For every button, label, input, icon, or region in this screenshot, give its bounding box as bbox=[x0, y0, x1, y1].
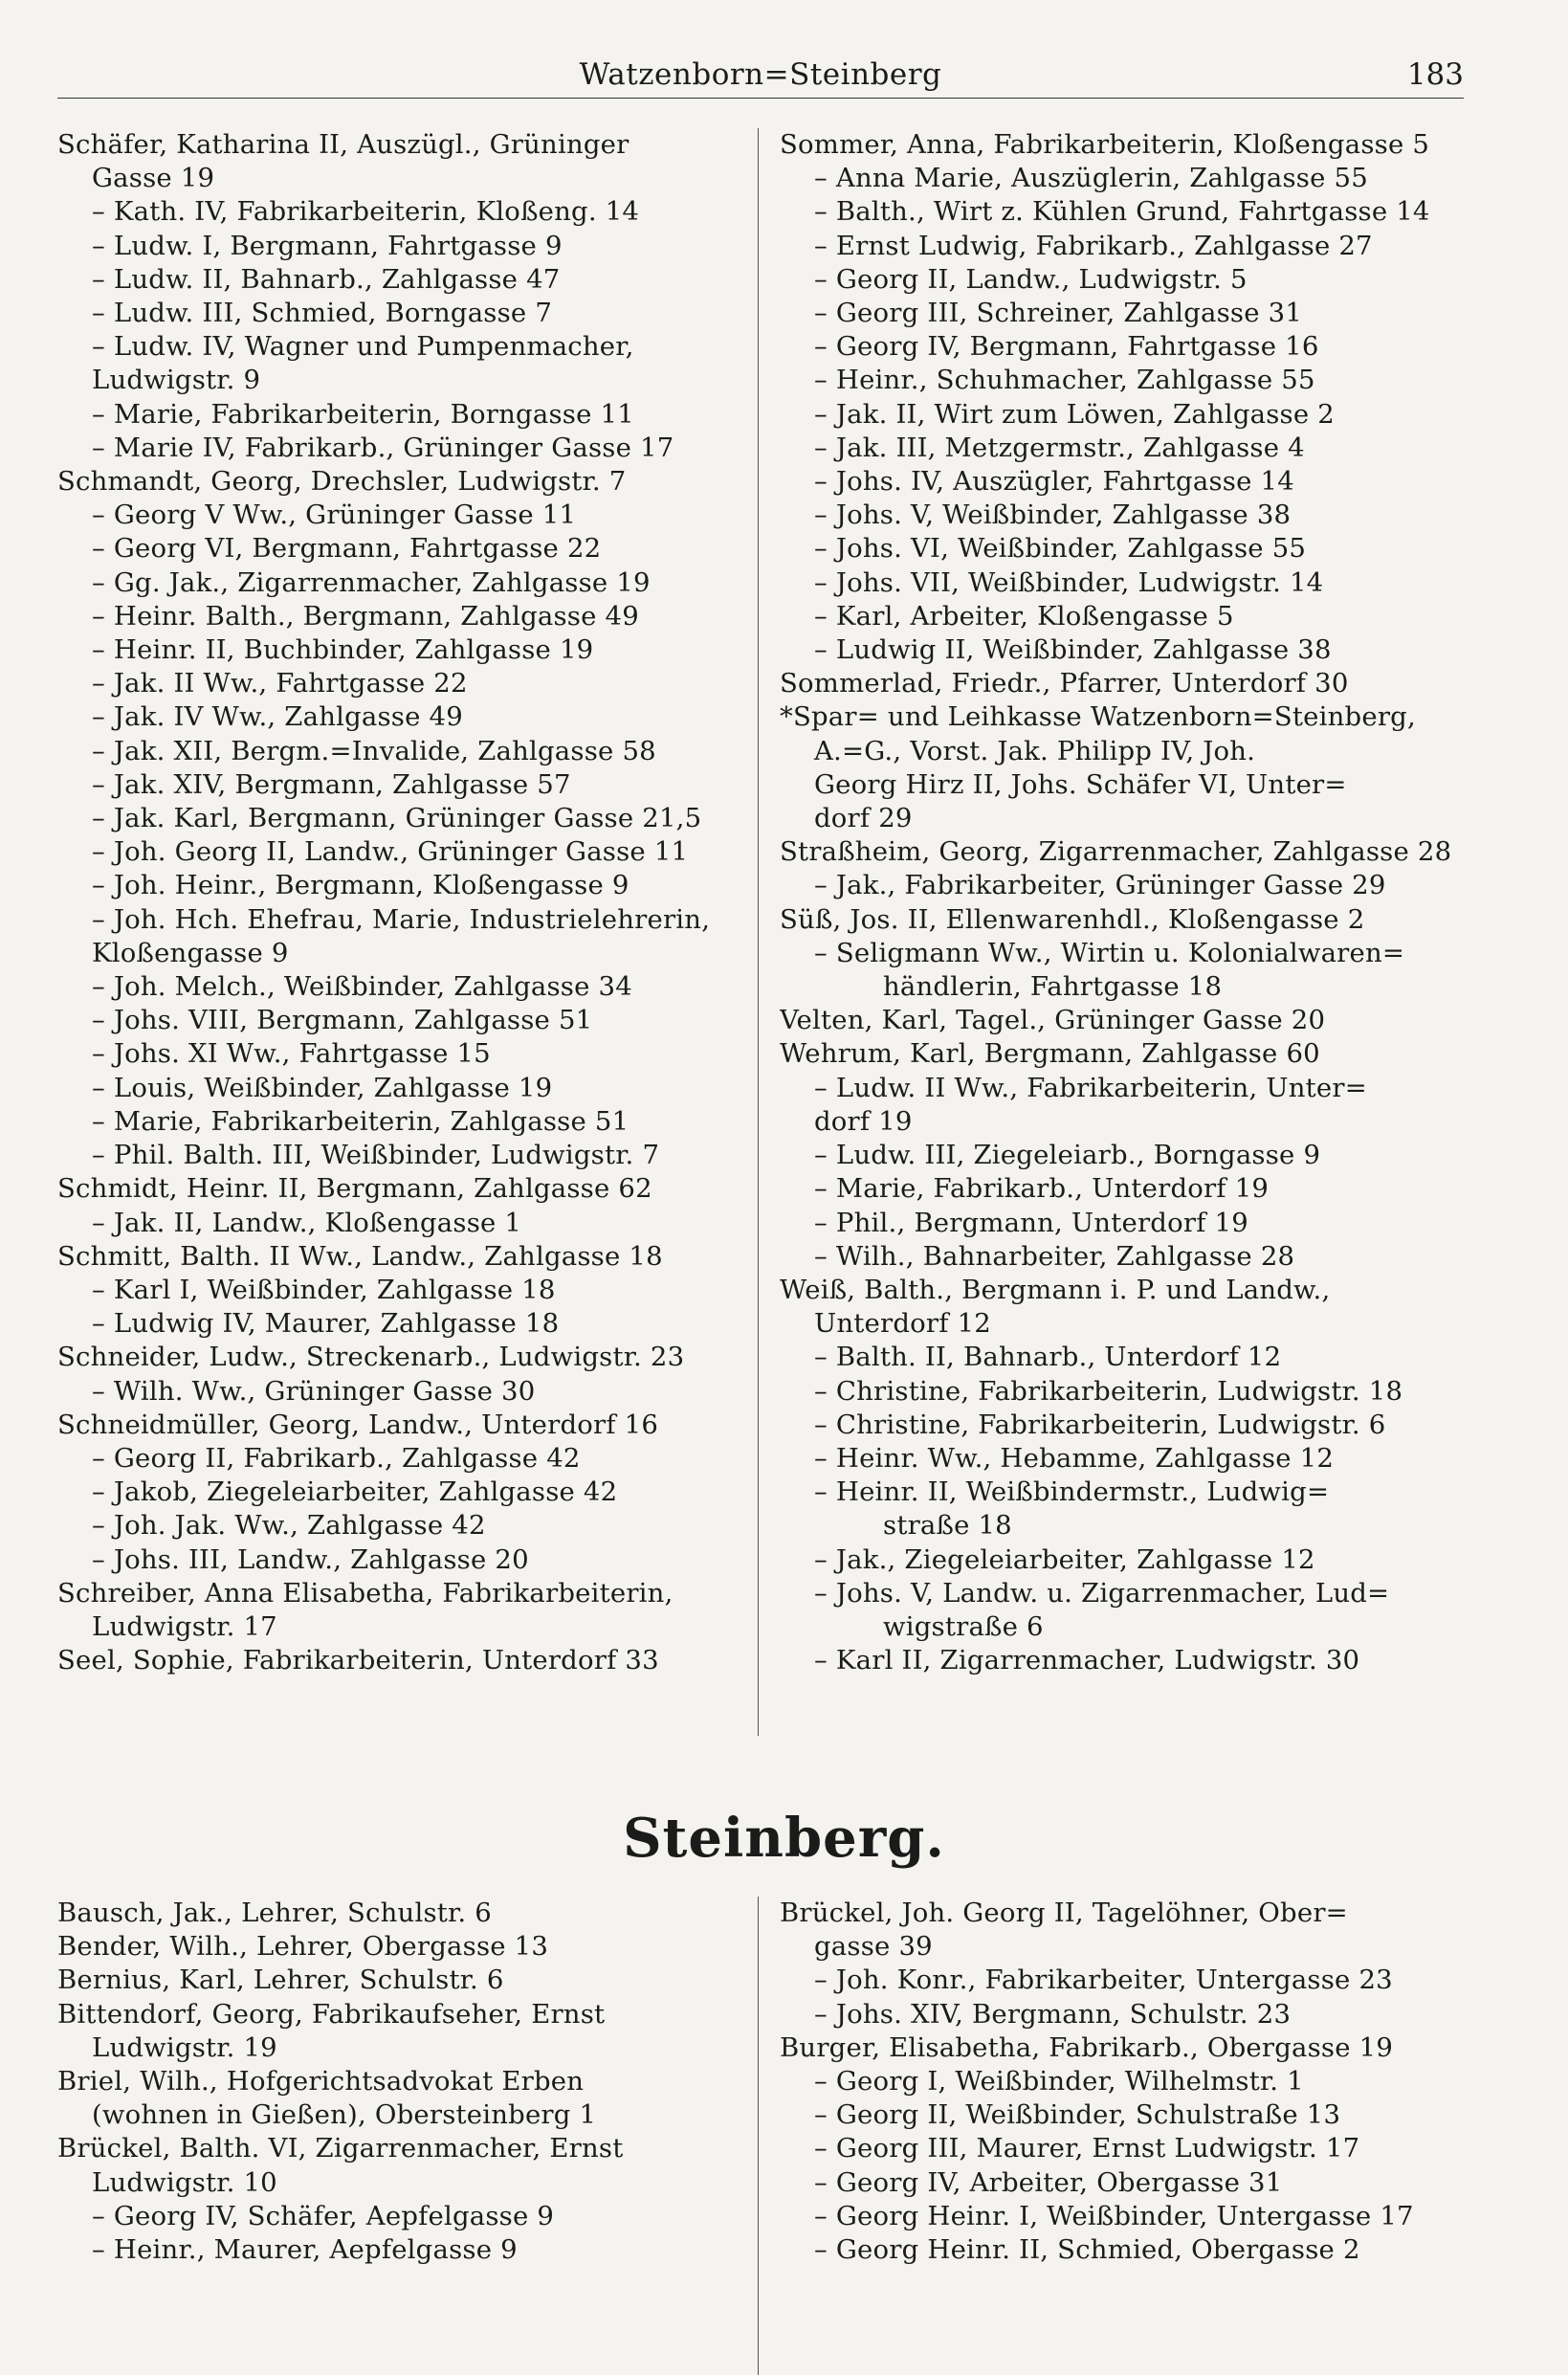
running-title: Watzenborn=Steinberg bbox=[579, 57, 942, 92]
directory-subentry: – Wilh. Ww., Grüninger Gasse 30 bbox=[92, 1375, 536, 1407]
directory-subentry: – Joh. Jak. Ww., Zahlgasse 42 bbox=[92, 1510, 486, 1542]
directory-subentry: – Georg Heinr. II, Schmied, Obergasse 2 bbox=[814, 2234, 1360, 2266]
directory-subentry: – Marie, Fabrikarbeiterin, Zahlgasse 51 bbox=[92, 1105, 629, 1137]
page-header bbox=[57, 55, 1464, 99]
directory-subentry: – Johs. XI Ww., Fahrtgasse 15 bbox=[92, 1038, 491, 1070]
directory-subentry: – Johs. IV, Auszügler, Fahrtgasse 14 bbox=[814, 466, 1294, 498]
directory-subentry: – Johs. V, Weißbinder, Zahlgasse 38 bbox=[814, 499, 1292, 531]
directory-subentry: – Balth. II, Bahnarb., Unterdorf 12 bbox=[814, 1342, 1282, 1373]
directory-entry: Schneider, Ludw., Streckenarb., Ludwigstr. 23 bbox=[57, 1342, 685, 1373]
entry-continuation: Gasse 19 bbox=[92, 163, 215, 194]
directory-entry: Schreiber, Anna Elisabetha, Fabrikarbeiterin, bbox=[57, 1577, 674, 1609]
entry-continuation: Ludwigstr. 9 bbox=[92, 365, 261, 396]
entry-continuation: dorf 19 bbox=[814, 1105, 913, 1137]
directory-subentry: – Johs. XIV, Bergmann, Schulstr. 23 bbox=[814, 1998, 1292, 2030]
directory-subentry: – Georg VI, Bergmann, Fahrtgasse 22 bbox=[92, 533, 602, 565]
directory-subentry: – Jak. XIV, Bergmann, Zahlgasse 57 bbox=[92, 768, 571, 800]
entry-continuation: Georg Hirz II, Johs. Schäfer VI, Unter= bbox=[814, 768, 1347, 800]
directory-entry: Seel, Sophie, Fabrikarbeiterin, Unterdorf 33 bbox=[57, 1645, 659, 1676]
directory-subentry: – Heinr. Balth., Bergmann, Zahlgasse 49 bbox=[92, 600, 639, 632]
directory-entry: Sommerlad, Friedr., Pfarrer, Unterdorf 30 bbox=[780, 668, 1349, 699]
directory-entry: *Spar= und Leihkasse Watzenborn=Steinberg, bbox=[780, 701, 1416, 733]
directory-subentry: – Heinr., Maurer, Aepfelgasse 9 bbox=[92, 2234, 518, 2266]
section-heading-steinberg: Steinberg. bbox=[623, 1807, 945, 1870]
directory-subentry: – Marie, Fabrikarbeiterin, Borngasse 11 bbox=[92, 398, 634, 430]
directory-entry: Süß, Jos. II, Ellenwarenhdl., Kloßengasse 2 bbox=[780, 903, 1365, 935]
entry-continuation: straße 18 bbox=[883, 1510, 1012, 1542]
directory-subentry: – Ludw. II, Bahnarb., Zahlgasse 47 bbox=[92, 263, 561, 295]
column-divider bbox=[758, 128, 759, 1736]
directory-subentry: – Jak. III, Metzgermstr., Zahlgasse 4 bbox=[814, 432, 1305, 463]
directory-entry: Weiß, Balth., Bergmann i. P. und Landw., bbox=[780, 1274, 1331, 1305]
directory-subentry: – Ludw. I, Bergmann, Fahrtgasse 9 bbox=[92, 230, 563, 261]
directory-entry: Bernius, Karl, Lehrer, Schulstr. 6 bbox=[57, 1964, 504, 1996]
directory-subentry: – Georg II, Landw., Ludwigstr. 5 bbox=[814, 263, 1248, 295]
directory-entry: Bausch, Jak., Lehrer, Schulstr. 6 bbox=[57, 1898, 492, 1928]
directory-subentry: – Joh. Melch., Weißbinder, Zahlgasse 34 bbox=[92, 971, 632, 1003]
directory-subentry: – Ludw. III, Schmied, Borngasse 7 bbox=[92, 298, 553, 329]
directory-entry: Straßheim, Georg, Zigarrenmacher, Zahlgasse 28 bbox=[780, 836, 1452, 868]
directory-subentry: – Georg II, Fabrikarb., Zahlgasse 42 bbox=[92, 1442, 581, 1474]
directory-subentry: – Anna Marie, Auszüglerin, Zahlgasse 55 bbox=[814, 163, 1368, 194]
directory-entry: Brückel, Balth. VI, Zigarrenmacher, Ernst bbox=[57, 2133, 624, 2164]
directory-entry: Bittendorf, Georg, Fabrikaufseher, Ernst bbox=[57, 1998, 606, 2030]
entry-continuation: händlerin, Fahrtgasse 18 bbox=[883, 971, 1223, 1003]
entry-continuation: gasse 39 bbox=[814, 1931, 933, 1963]
entry-continuation: Ludwigstr. 17 bbox=[92, 1610, 277, 1642]
column-divider bbox=[758, 1897, 759, 2375]
directory-subentry: – Georg Heinr. I, Weißbinder, Untergasse 17 bbox=[814, 2200, 1414, 2231]
directory-subentry: – Heinr. Ww., Hebamme, Zahlgasse 12 bbox=[814, 1442, 1335, 1474]
directory-entry: Velten, Karl, Tagel., Grüninger Gasse 20 bbox=[780, 1005, 1326, 1036]
directory-entry: Sommer, Anna, Fabrikarbeiterin, Kloßengasse 5 bbox=[780, 129, 1430, 160]
directory-subentry: – Johs. VIII, Bergmann, Zahlgasse 51 bbox=[92, 1005, 593, 1036]
directory-subentry: – Ludw. III, Ziegeleiarb., Borngasse 9 bbox=[814, 1140, 1321, 1171]
page-number: 183 bbox=[1406, 57, 1464, 92]
entry-continuation: wigstraße 6 bbox=[883, 1610, 1044, 1642]
directory-entry: Schmandt, Georg, Drechsler, Ludwigstr. 7 bbox=[57, 466, 627, 498]
directory-subentry: – Christine, Fabrikarbeiterin, Ludwigstr. 6 bbox=[814, 1409, 1386, 1440]
directory-subentry: – Jak. II Ww., Fahrtgasse 22 bbox=[92, 668, 468, 699]
directory-subentry: – Jak. II, Wirt zum Löwen, Zahlgasse 2 bbox=[814, 398, 1335, 430]
directory-subentry: – Johs. VII, Weißbinder, Ludwigstr. 14 bbox=[814, 566, 1324, 598]
watzenborn-right-column bbox=[780, 128, 1461, 1677]
directory-subentry: – Gg. Jak., Zigarrenmacher, Zahlgasse 19 bbox=[92, 566, 651, 598]
directory-subentry: – Heinr. II, Weißbindermstr., Ludwig= bbox=[814, 1476, 1330, 1508]
directory-entry: Burger, Elisabetha, Fabrikarb., Obergasse 19 bbox=[780, 2031, 1394, 2063]
directory-subentry: – Jak., Fabrikarbeiter, Grüninger Gasse 29 bbox=[814, 870, 1386, 901]
directory-subentry: – Georg III, Maurer, Ernst Ludwigstr. 17 bbox=[814, 2133, 1360, 2164]
directory-subentry: – Jakob, Ziegeleiarbeiter, Zahlgasse 42 bbox=[92, 1476, 618, 1508]
entry-continuation: (wohnen in Gießen), Obersteinberg 1 bbox=[92, 2099, 597, 2131]
directory-subentry: – Ludwig II, Weißbinder, Zahlgasse 38 bbox=[814, 634, 1332, 666]
steinberg-left-column bbox=[57, 1897, 739, 2267]
directory-subentry: – Ludw. II Ww., Fabrikarbeiterin, Unter= bbox=[814, 1072, 1367, 1103]
entry-continuation: Ludwigstr. 10 bbox=[92, 2166, 277, 2198]
directory-subentry: – Marie IV, Fabrikarb., Grüninger Gasse 17 bbox=[92, 432, 674, 463]
directory-subentry: – Georg IV, Schäfer, Aepfelgasse 9 bbox=[92, 2200, 555, 2231]
entry-continuation: A.=G., Vorst. Jak. Philipp IV, Joh. bbox=[814, 735, 1256, 766]
entry-continuation: Ludwigstr. 19 bbox=[92, 2031, 277, 2063]
directory-subentry: – Georg IV, Arbeiter, Obergasse 31 bbox=[814, 2166, 1283, 2198]
directory-entry: Schäfer, Katharina II, Auszügl., Grüninger bbox=[57, 129, 629, 160]
directory-subentry: – Karl, Arbeiter, Kloßengasse 5 bbox=[814, 600, 1234, 632]
directory-subentry: – Christine, Fabrikarbeiterin, Ludwigstr. 18 bbox=[814, 1375, 1403, 1407]
directory-subentry: – Louis, Weißbinder, Zahlgasse 19 bbox=[92, 1072, 553, 1103]
directory-subentry: – Georg IV, Bergmann, Fahrtgasse 16 bbox=[814, 331, 1319, 363]
directory-entry: Wehrum, Karl, Bergmann, Zahlgasse 60 bbox=[780, 1038, 1320, 1070]
directory-subentry: – Balth., Wirt z. Kühlen Grund, Fahrtgasse 14 bbox=[814, 196, 1430, 228]
directory-subentry: – Jak. IV Ww., Zahlgasse 49 bbox=[92, 701, 463, 733]
watzenborn-left-column bbox=[57, 128, 739, 1677]
directory-subentry: – Jak., Ziegeleiarbeiter, Zahlgasse 12 bbox=[814, 1543, 1315, 1575]
directory-subentry: – Seligmann Ww., Wirtin u. Kolonialwaren= bbox=[814, 937, 1405, 968]
directory-subentry: – Johs. VI, Weißbinder, Zahlgasse 55 bbox=[814, 533, 1307, 565]
entry-continuation: dorf 29 bbox=[814, 803, 913, 834]
directory-subentry: – Heinr. II, Buchbinder, Zahlgasse 19 bbox=[92, 634, 594, 666]
directory-entry: Schmidt, Heinr. II, Bergmann, Zahlgasse 62 bbox=[57, 1173, 652, 1205]
entry-continuation: Kloßengasse 9 bbox=[92, 937, 289, 968]
directory-subentry: – Georg I, Weißbinder, Wilhelmstr. 1 bbox=[814, 2066, 1304, 2098]
directory-subentry: – Joh. Heinr., Bergmann, Kloßengasse 9 bbox=[92, 870, 629, 901]
directory-subentry: – Johs. V, Landw. u. Zigarrenmacher, Lud= bbox=[814, 1577, 1390, 1609]
directory-subentry: – Karl I, Weißbinder, Zahlgasse 18 bbox=[92, 1274, 556, 1305]
directory-subentry: – Jak. XII, Bergm.=Invalide, Zahlgasse 58 bbox=[92, 735, 656, 766]
directory-entry: Schmitt, Balth. II Ww., Landw., Zahlgasse 18 bbox=[57, 1240, 663, 1272]
directory-subentry: – Ernst Ludwig, Fabrikarb., Zahlgasse 27 bbox=[814, 230, 1373, 261]
directory-subentry: – Wilh., Bahnarbeiter, Zahlgasse 28 bbox=[814, 1240, 1295, 1272]
entry-continuation: Unterdorf 12 bbox=[814, 1308, 991, 1340]
directory-subentry: – Phil., Bergmann, Unterdorf 19 bbox=[814, 1207, 1248, 1238]
directory-subentry: – Phil. Balth. III, Weißbinder, Ludwigstr. 7 bbox=[92, 1140, 660, 1171]
directory-subentry: – Heinr., Schuhmacher, Zahlgasse 55 bbox=[814, 365, 1315, 396]
directory-subentry: – Ludwig IV, Maurer, Zahlgasse 18 bbox=[92, 1308, 560, 1340]
directory-subentry: – Joh. Hch. Ehefrau, Marie, Industrielehrerin, bbox=[92, 903, 711, 935]
directory-subentry: – Kath. IV, Fabrikarbeiterin, Kloßeng. 14 bbox=[92, 196, 640, 228]
directory-subentry: – Marie, Fabrikarb., Unterdorf 19 bbox=[814, 1173, 1270, 1205]
directory-subentry: – Georg II, Weißbinder, Schulstraße 13 bbox=[814, 2099, 1341, 2131]
directory-entry: Schneidmüller, Georg, Landw., Unterdorf 16 bbox=[57, 1409, 659, 1440]
directory-subentry: – Joh. Georg II, Landw., Grüninger Gasse 11 bbox=[92, 836, 689, 868]
directory-subentry: – Johs. III, Landw., Zahlgasse 20 bbox=[92, 1543, 529, 1575]
directory-subentry: – Jak. Karl, Bergmann, Grüninger Gasse 21,5 bbox=[92, 803, 702, 834]
directory-subentry: – Georg V Ww., Grüninger Gasse 11 bbox=[92, 499, 577, 531]
directory-entry: Briel, Wilh., Hofgerichtsadvokat Erben bbox=[57, 2066, 585, 2098]
directory-entry: Bender, Wilh., Lehrer, Obergasse 13 bbox=[57, 1931, 549, 1963]
steinberg-right-column bbox=[780, 1897, 1461, 2267]
directory-subentry: – Georg III, Schreiner, Zahlgasse 31 bbox=[814, 298, 1303, 329]
directory-entry: Brückel, Joh. Georg II, Tagelöhner, Ober= bbox=[780, 1898, 1348, 1928]
directory-subentry: – Karl II, Zigarrenmacher, Ludwigstr. 30 bbox=[814, 1645, 1360, 1676]
directory-subentry: – Ludw. IV, Wagner und Pumpenmacher, bbox=[92, 331, 634, 363]
directory-subentry: – Jak. II, Landw., Kloßengasse 1 bbox=[92, 1207, 522, 1238]
directory-subentry: – Joh. Konr., Fabrikarbeiter, Untergasse 23 bbox=[814, 1964, 1393, 1996]
